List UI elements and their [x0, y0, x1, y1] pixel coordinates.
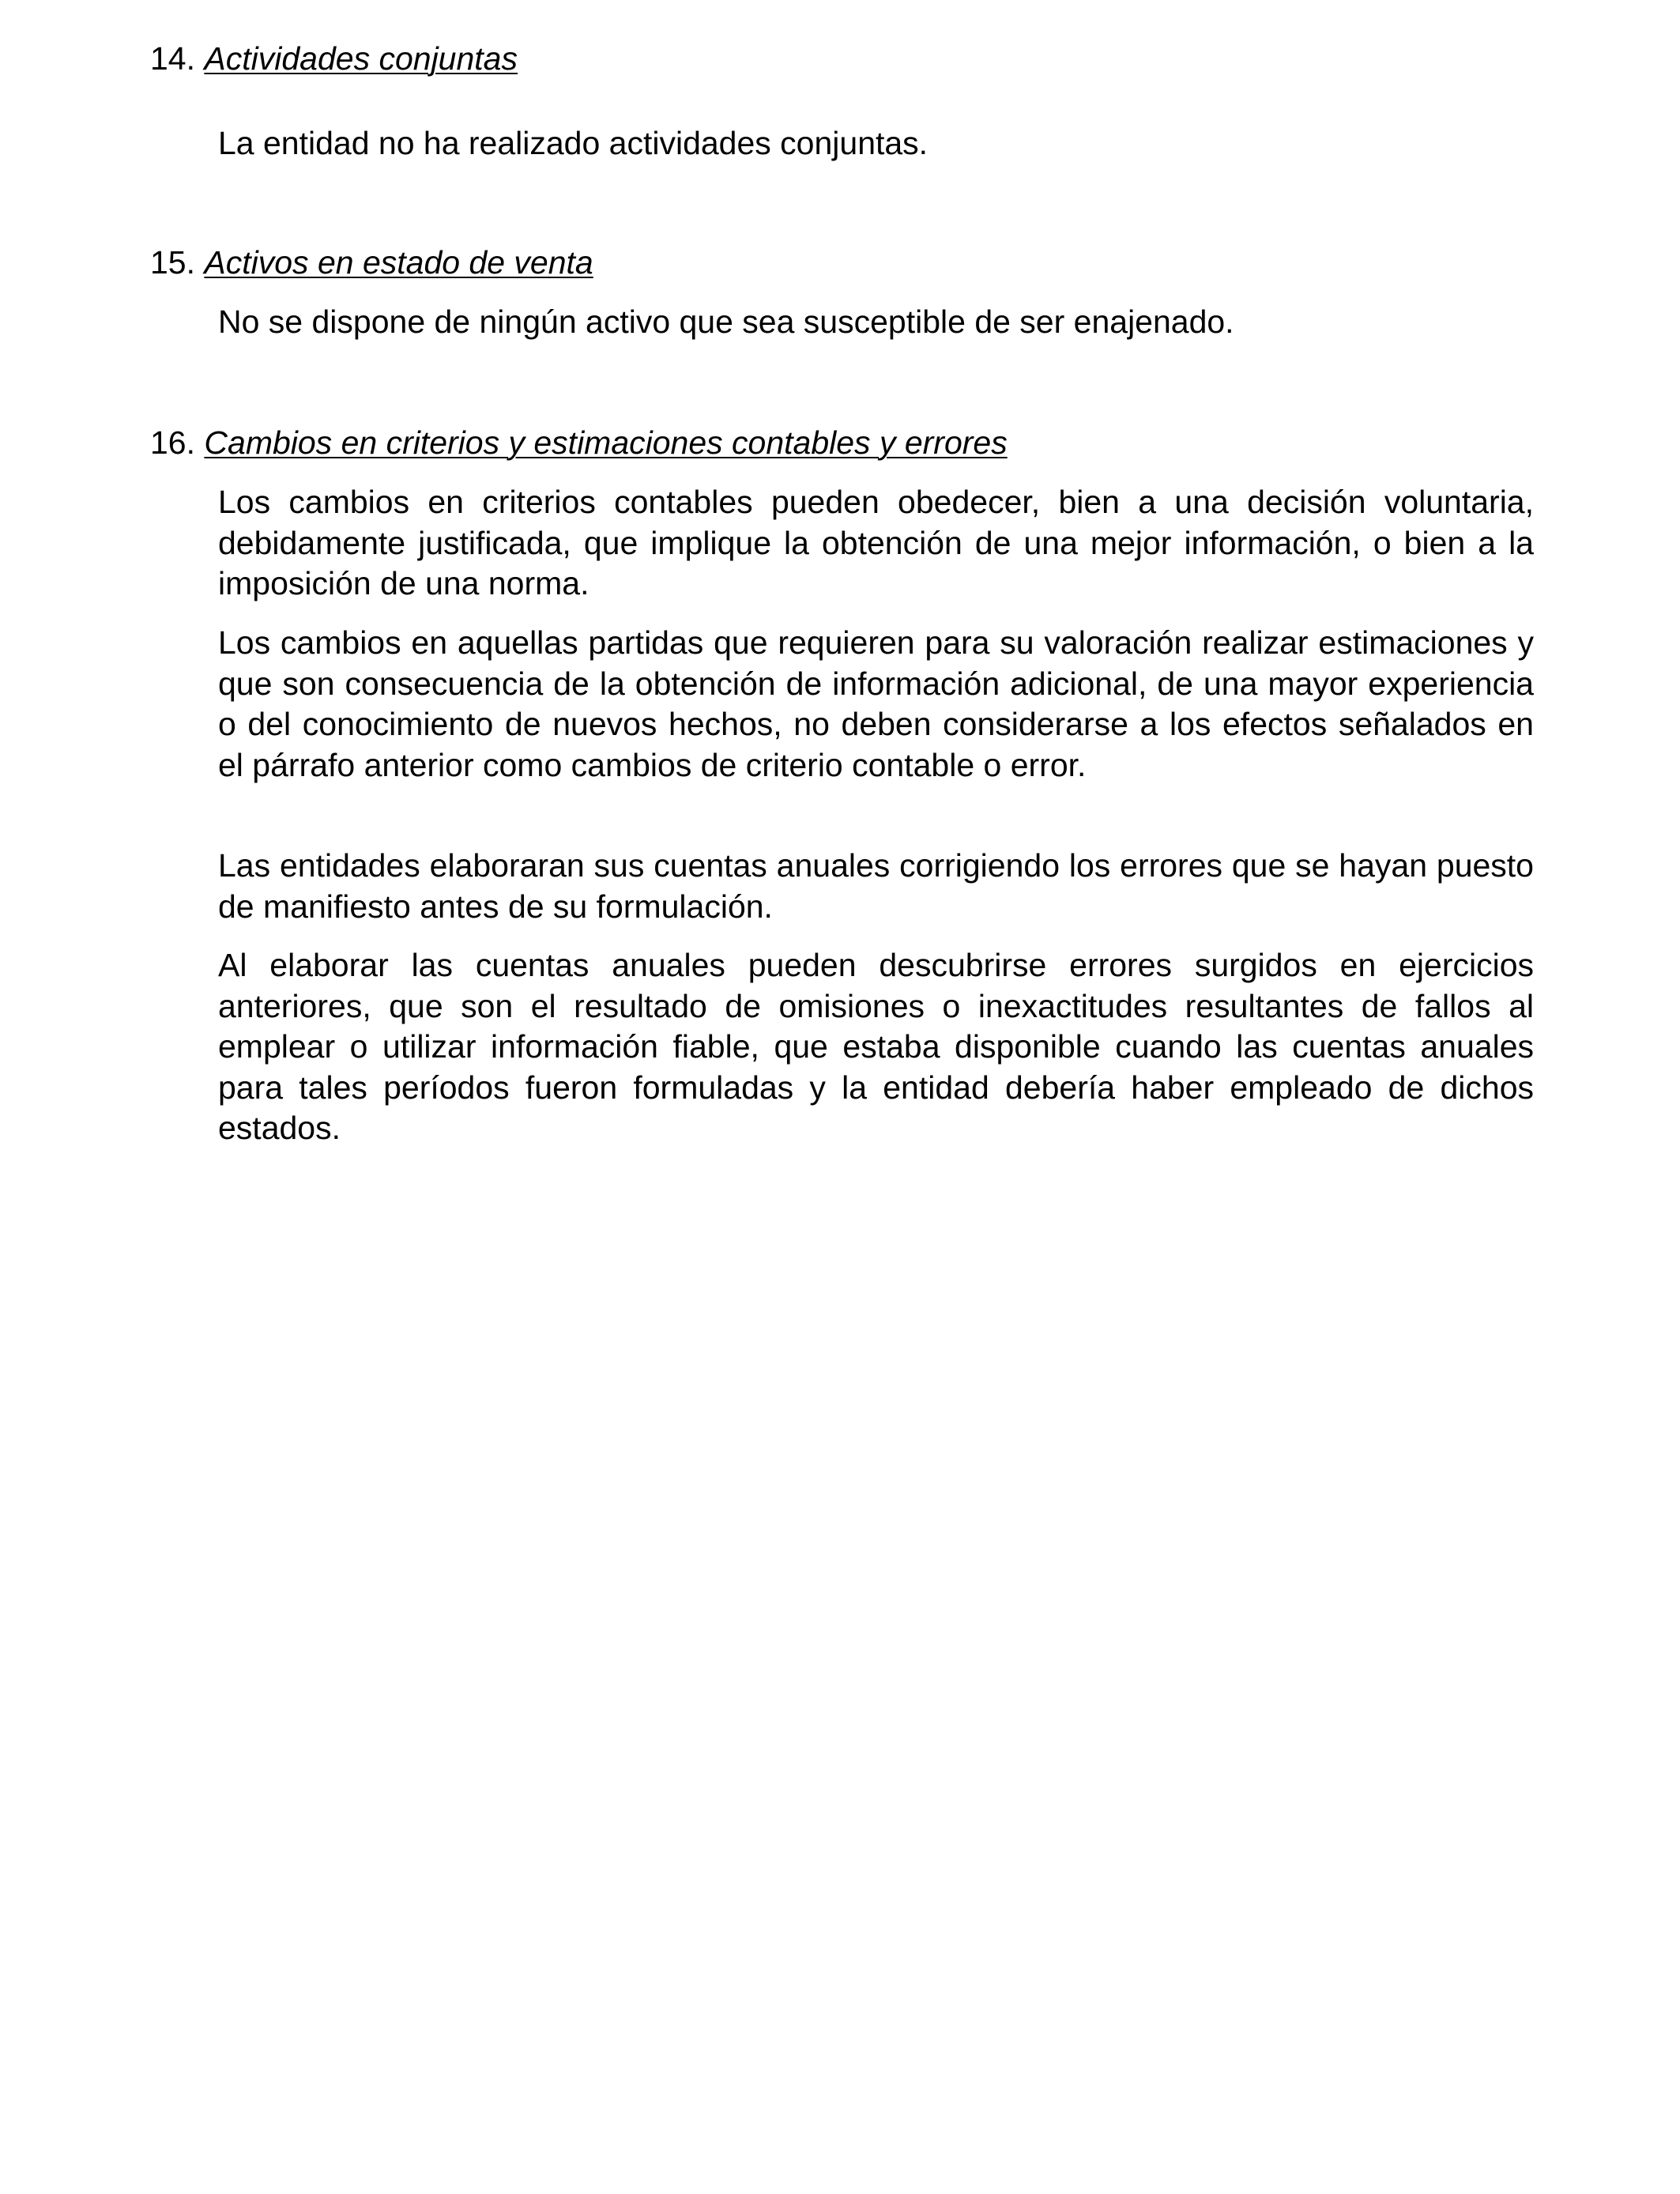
- section-16-title: Cambios en criterios y estimaciones contables y errores: [204, 424, 1008, 461]
- section-15-heading: [150, 242, 593, 283]
- section-15-title: Activos en estado de venta: [204, 244, 593, 281]
- section-16-paragraph-2: Los cambios en aquellas partidas que requieren para su valoración realizar estimaciones y que son consecuencia de la obtención de información adicional, de una mayor experiencia o del conocimiento de nuevos hechos, no deben considerarse a los efectos señalados en el párrafo anterior como cambios de criterio contable o error.: [218, 624, 1534, 783]
- section-14-title: Actividades conjuntas: [204, 40, 518, 77]
- section-14-heading: [150, 38, 518, 79]
- section-14-paragraph-1: La entidad no ha realizado actividades conjuntas.: [218, 125, 929, 161]
- section-16-paragraph-1: Los cambios en criterios contables pueden obedecer, bien a una decisión voluntaria, debidamente justificada, que implique la obtención de una mejor información, o bien a la imposición de una norma.: [218, 484, 1534, 601]
- section-16-number: 16.: [150, 424, 195, 461]
- section-15-paragraph-1: No se dispone de ningún activo que sea susceptible de ser enajenado.: [218, 303, 1234, 340]
- section-14-number: 14.: [150, 40, 195, 77]
- section-16-paragraph-3: Las entidades elaboraran sus cuentas anuales corrigiendo los errores que se hayan puesto de manifiesto antes de su formulación.: [218, 847, 1534, 925]
- section-15-number: 15.: [150, 244, 195, 281]
- section-16-heading: [150, 422, 1008, 463]
- section-16-paragraph-4: Al elaborar las cuentas anuales pueden descubrirse errores surgidos en ejercicios anteriores, que son el resultado de omisiones o inexactitudes resultantes de fallos al emplear o utilizar información fiable, que estaba disponible cuando las cuentas anuales para tales períodos fueron formuladas y la entidad debería haber empleado de dichos estados.: [218, 947, 1534, 1146]
